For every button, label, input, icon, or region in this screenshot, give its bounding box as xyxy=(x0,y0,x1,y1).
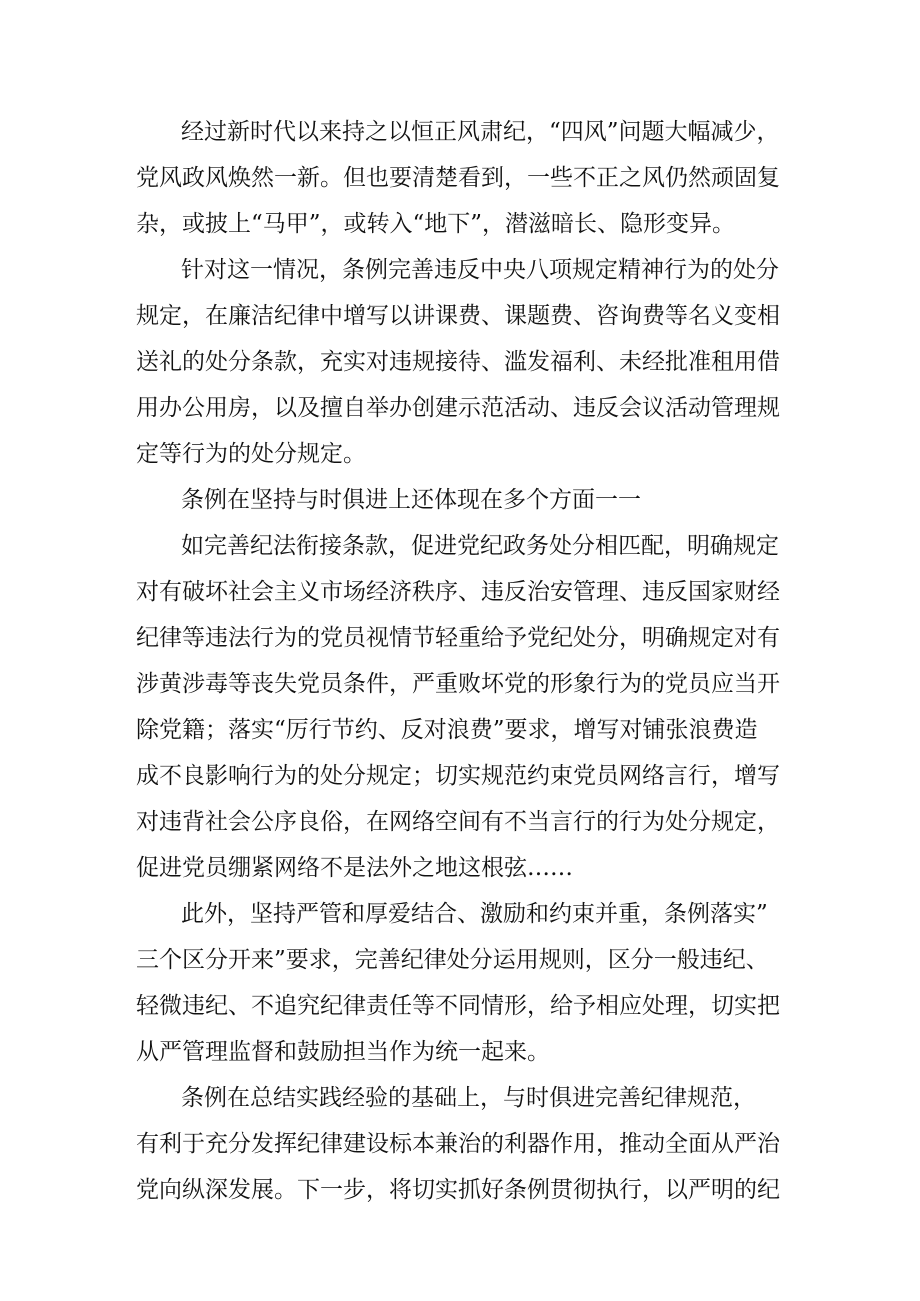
text-line: 对违背社会公序良俗，在网络空间有不当言行的行为处分规定， xyxy=(136,809,780,835)
text-line: 条例在总结实践经验的基础上，与时俱进完善纪律规范， xyxy=(181,1085,756,1111)
text-line: 杂，或披上“马甲”，或转入“地下”，潜滋暗长、隐形变异。 xyxy=(136,211,736,237)
text-line: 纪律等违法行为的党员视情节轻重给予党纪处分，明确规定对有 xyxy=(136,625,780,651)
text-line: 此外，坚持严管和厚爱结合、激励和约束并重，条例落实” xyxy=(181,901,768,927)
text-line: 轻微违纪、不追究纪律责任等不同情形，给予相应处理，切实把 xyxy=(136,993,780,1019)
text-line: 有利于充分发挥纪律建设标本兼治的利器作用，推动全面从严治 xyxy=(136,1131,780,1157)
text-line: 促进党员绷紧网络不是法外之地这根弦…… xyxy=(136,855,573,881)
text-line: 从严管理监督和鼓励担当作为统一起来。 xyxy=(136,1039,550,1065)
text-line: 对有破坏社会主义市场经济秩序、违反治安管理、违反国家财经 xyxy=(136,579,780,605)
text-line: 规定，在廉洁纪律中增写以讲课费、课题费、咨询费等名义变相 xyxy=(136,303,780,329)
text-line: 条例在坚持与时俱进上还体现在多个方面一一 xyxy=(181,487,641,513)
text-line: 用办公用房，以及擅自举办创建示范活动、违反会议活动管理规 xyxy=(136,395,780,421)
text-line: 成不良影响行为的处分规定；切实规范约束党员网络言行，增写 xyxy=(136,763,780,789)
text-line: 定等行为的处分规定。 xyxy=(136,441,366,467)
text-line: 涉黄涉毒等丧失党员条件，严重败坏党的形象行为的党员应当开 xyxy=(136,671,780,697)
text-line: 三个区分开来”要求，完善纪律处分运用规则，区分一般违纪、 xyxy=(136,947,769,973)
text-line: 送礼的处分条款，充实对违规接待、滥发福利、未经批准租用借 xyxy=(136,349,780,375)
text-line: 党风政风焕然一新。但也要清楚看到，一些不正之风仍然顽固复 xyxy=(136,165,780,191)
text-line: 经过新时代以来持之以恒正风肃纪，“四风”问题大幅减少， xyxy=(181,119,780,145)
text-line: 除党籍；落实“厉行节约、反对浪费”要求，增写对铺张浪费造 xyxy=(136,717,758,743)
text-line: 针对这一情况，条例完善违反中央八项规定精神行为的处分 xyxy=(181,257,779,283)
text-line: 党向纵深发展。下一步，将切实抓好条例贯彻执行，以严明的纪 xyxy=(136,1177,780,1203)
text-line: 如完善纪法衔接条款，促进党纪政务处分相匹配，明确规定 xyxy=(181,533,779,559)
